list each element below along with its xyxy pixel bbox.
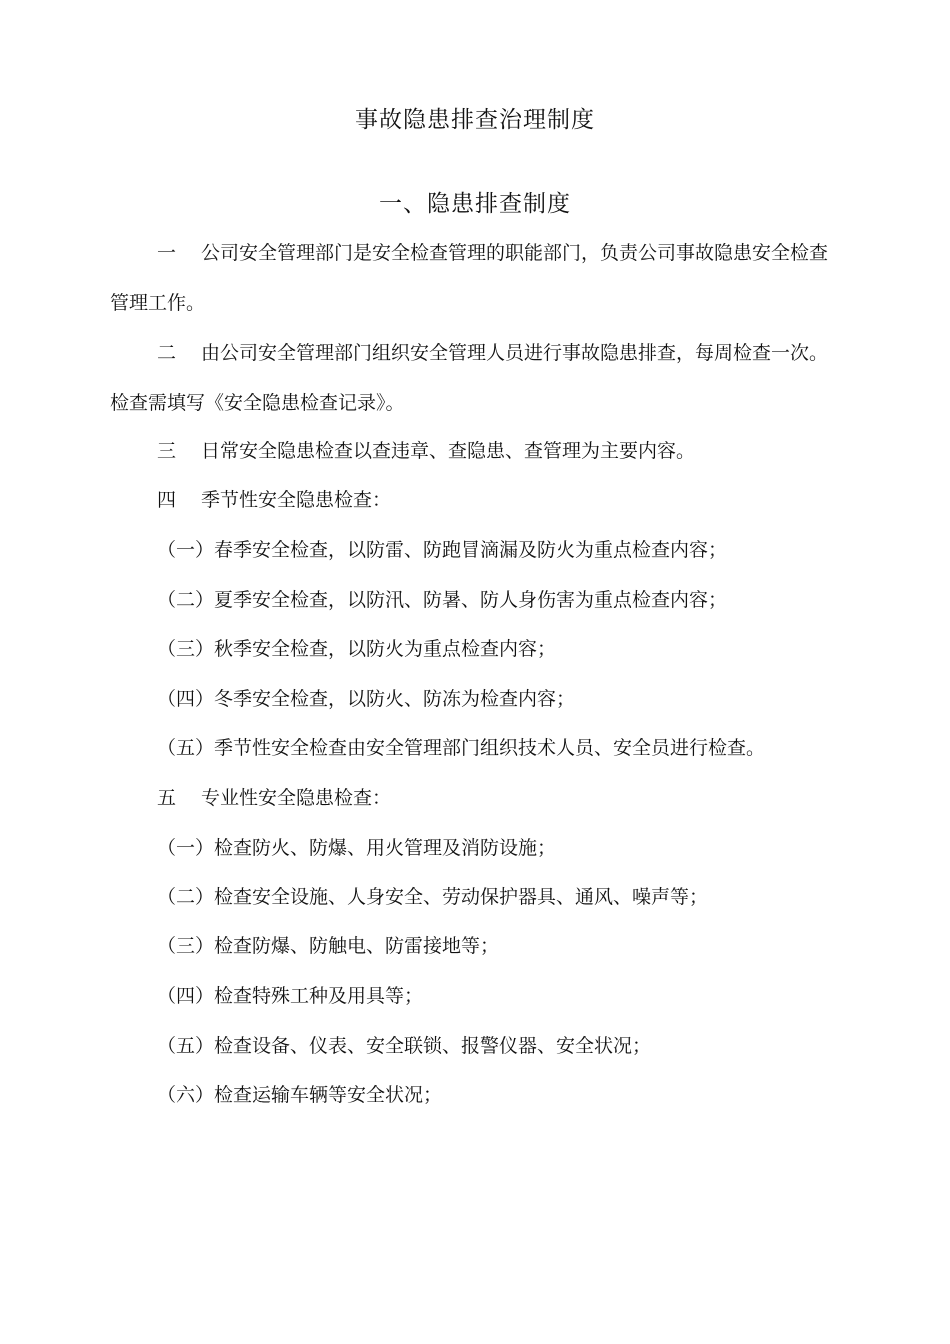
item-text: 日常安全隐患检查以查违章、查隐患、查管理为主要内容。 [201,440,696,462]
item-number: 四 [157,489,177,511]
item-text: 季节性安全隐患检查： [201,489,392,511]
sub-item [157,585,727,615]
sub-item [157,882,708,912]
sub-item [157,535,727,565]
item-text: （四）冬季安全检查，以防火、防冻为检查内容； [157,688,576,710]
item-text: （三）检查防爆、防触电、防雷接地等； [157,935,500,957]
item-number: 一 [157,242,177,264]
item-text: （六）检查运输车辆等安全状况； [157,1084,443,1106]
item-text: 由公司安全管理部门组织安全管理人员进行事故隐患排查，每周检查一次。检查需填写《安全隐患检查记录》。 [110,342,829,414]
paragraph-item-5 [157,783,391,813]
paragraph-item-3 [157,436,695,466]
sub-item [157,833,556,863]
document-title: 事故隐患排查治理制度 [355,107,595,133]
sub-item [157,733,765,763]
item-number: 二 [157,342,177,364]
sub-item [157,981,423,1011]
item-text: （二）检查安全设施、人身安全、劳动保护器具、通风、噪声等； [157,886,709,908]
item-text: 公司安全管理部门是安全检查管理的职能部门，负责公司事故隐患安全检查管理工作。 [110,242,829,314]
paragraph-item-4 [157,485,391,515]
paragraph-item-2 [110,328,840,428]
sub-item [157,931,499,961]
sub-item [157,684,575,714]
sub-item [157,634,556,664]
item-text: （一）春季安全检查，以防雷、防跑冒滴漏及防火为重点检查内容； [157,539,728,561]
item-number: 三 [157,440,177,462]
item-number: 五 [157,787,177,809]
item-text: （二）夏季安全检查，以防汛、防暑、防人身伤害为重点检查内容； [157,589,728,611]
item-text: （五）检查设备、仪表、安全联锁、报警仪器、安全状况； [157,1035,652,1057]
item-text: （五）季节性安全检查由安全管理部门组织技术人员、安全员进行检查。 [157,737,766,759]
sub-item [157,1031,651,1061]
section-title: 一、隐患排查制度 [379,191,571,217]
item-text: （一）检查防火、防爆、用火管理及消防设施； [157,837,557,859]
item-text: （四）检查特殊工种及用具等； [157,985,424,1007]
paragraph-item-1 [110,228,840,328]
sub-item [157,1080,442,1110]
item-text: 专业性安全隐患检查： [201,787,392,809]
item-text: （三）秋季安全检查，以防火为重点检查内容； [157,638,557,660]
